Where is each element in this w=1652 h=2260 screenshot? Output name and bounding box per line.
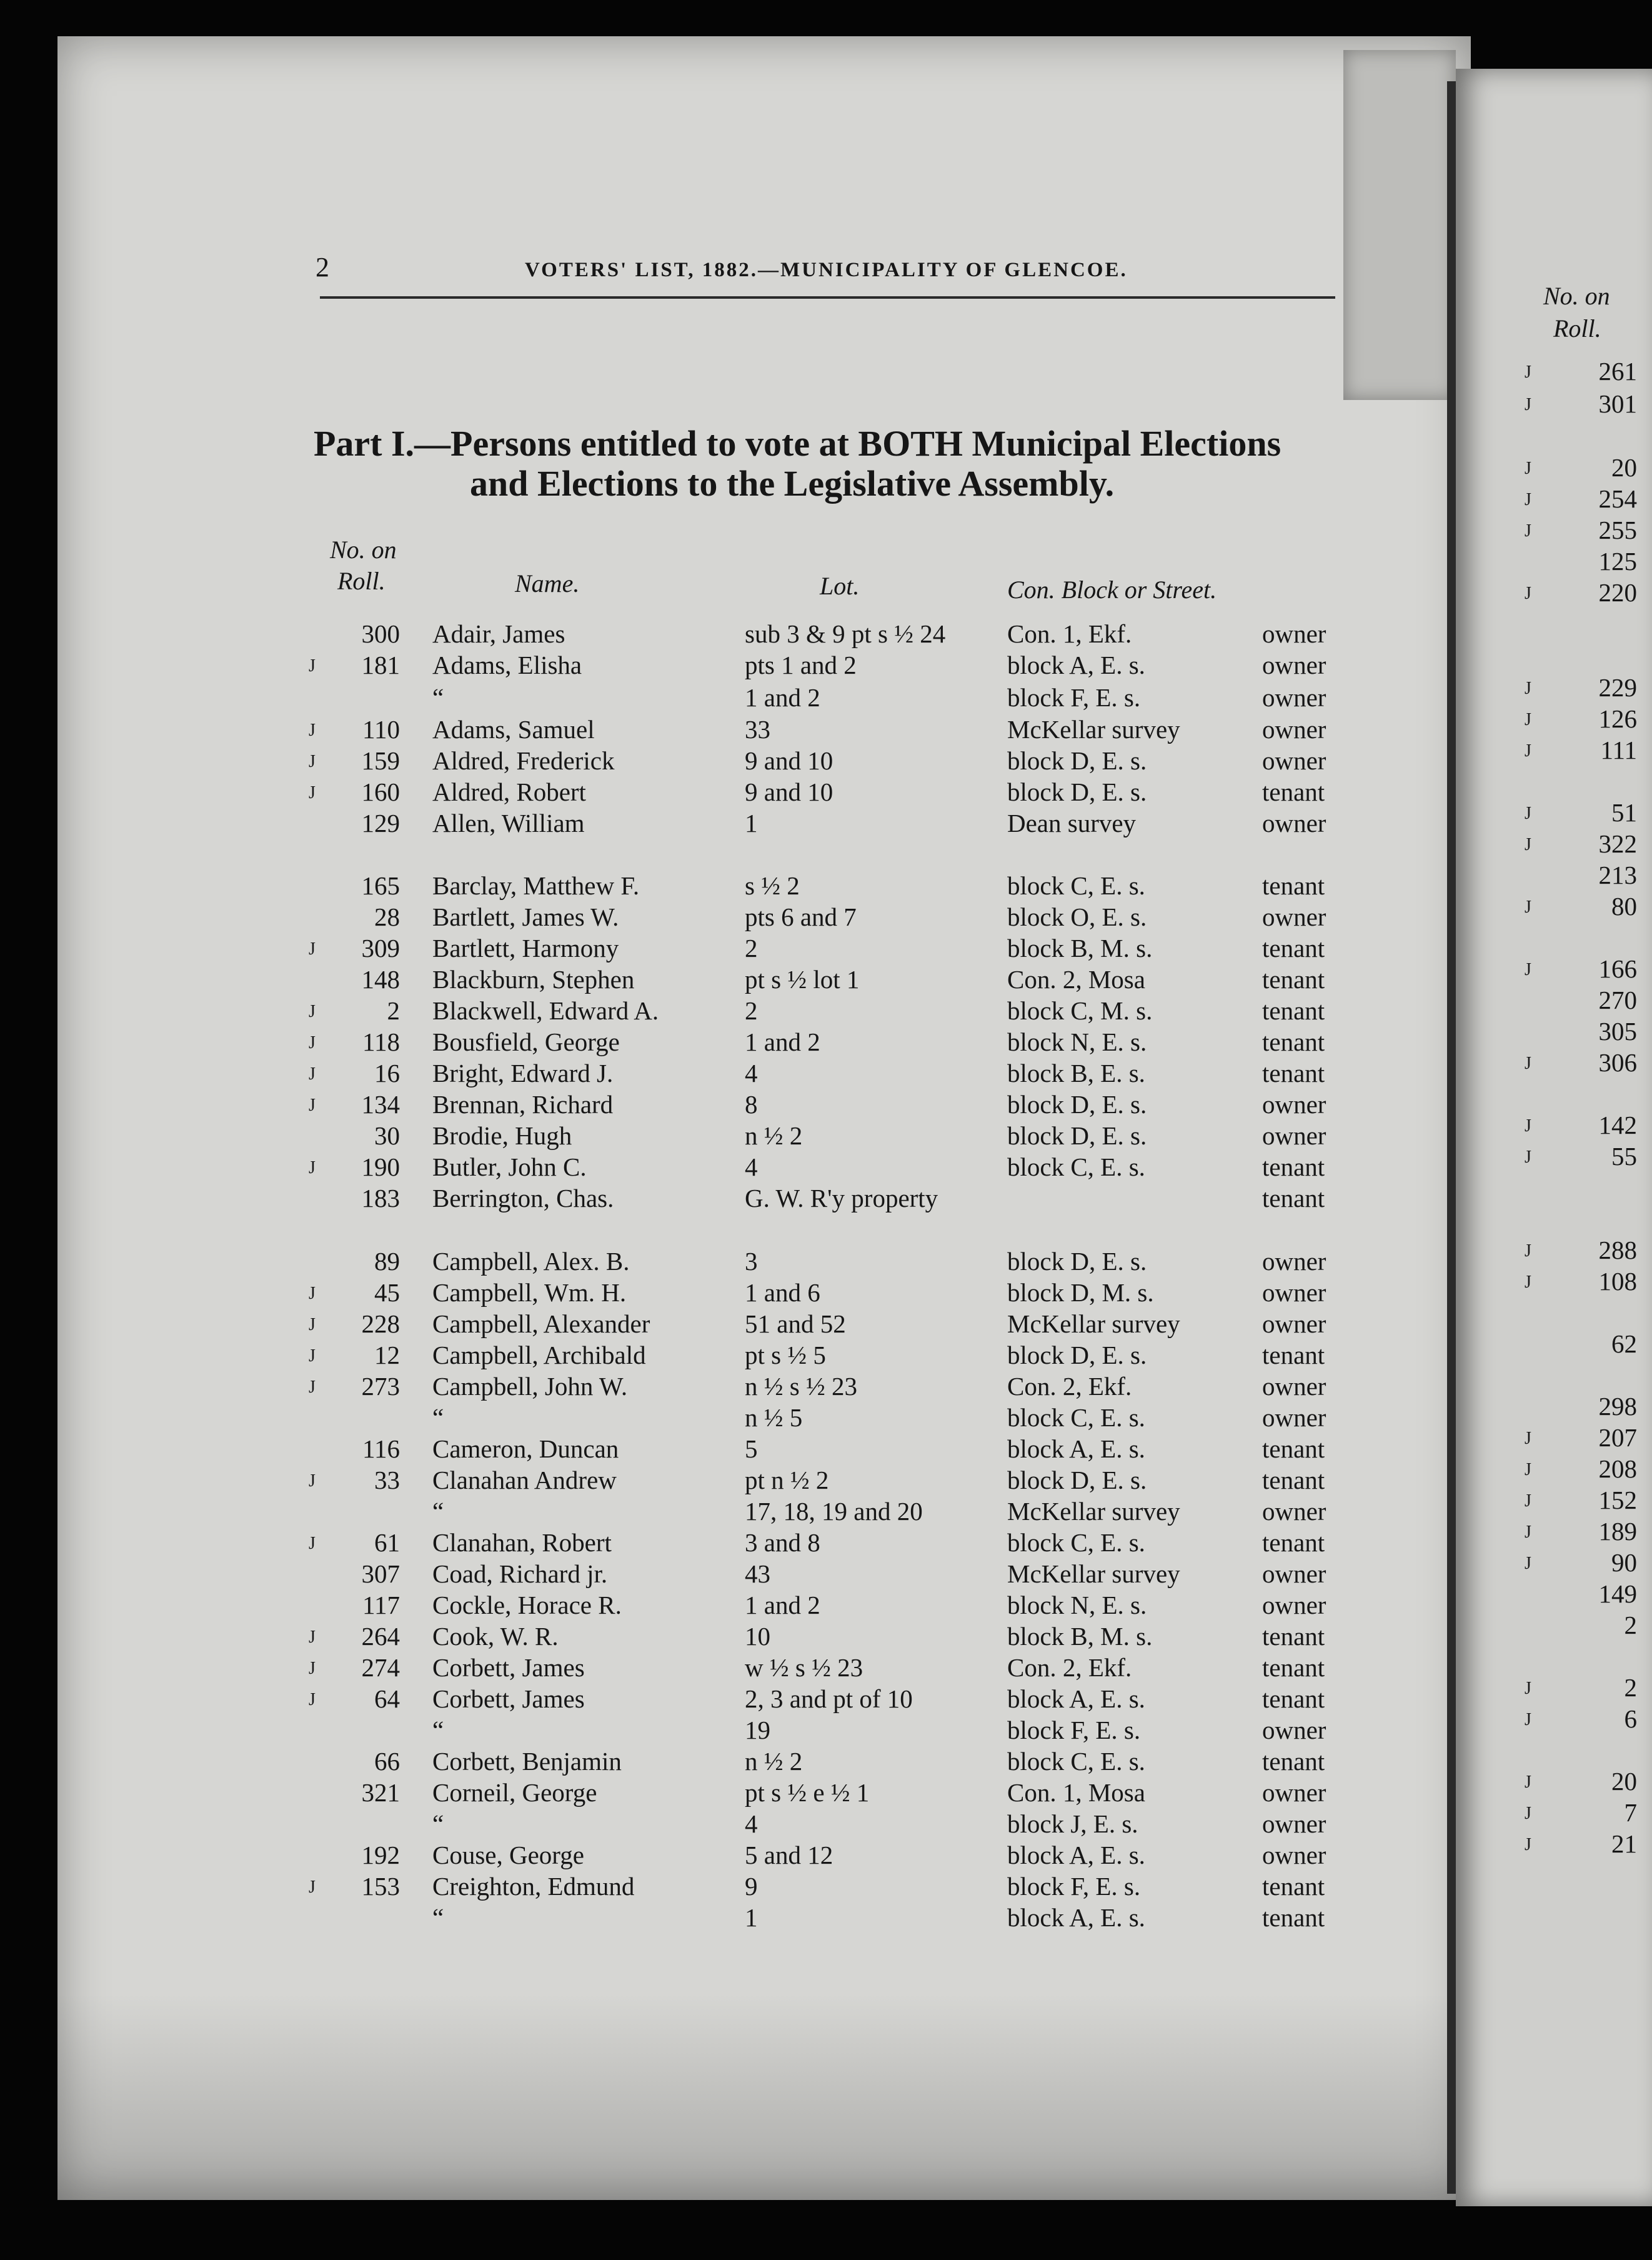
roll-number: 21 xyxy=(1611,1829,1637,1858)
voter-name: Cameron, Duncan xyxy=(432,1434,619,1463)
roll-number: 273 xyxy=(361,1372,400,1401)
column-header-con: Con. Block or Street. xyxy=(1007,576,1217,604)
book-spine xyxy=(1447,81,1456,2194)
status: owner xyxy=(1262,1121,1326,1150)
roll-marker: J xyxy=(1525,960,1531,979)
status: tenant xyxy=(1262,965,1325,994)
voter-name: Blackwell, Edward A. xyxy=(432,996,659,1025)
voter-name: Aldred, Robert xyxy=(432,778,586,806)
roll-marker: J xyxy=(1525,584,1531,603)
roll-number: 255 xyxy=(1598,516,1637,544)
roll-number: 129 xyxy=(361,809,400,838)
roll-marker: J xyxy=(1525,521,1531,541)
status: tenant xyxy=(1262,1184,1325,1212)
lot: 4 xyxy=(745,1059,758,1088)
status: owner xyxy=(1262,902,1326,931)
voter-name: Coad, Richard jr. xyxy=(432,1559,608,1588)
voter-name: Bartlett, Harmony xyxy=(432,934,619,962)
status: owner xyxy=(1262,1247,1326,1276)
roll-number: 108 xyxy=(1598,1267,1637,1296)
status: tenant xyxy=(1262,934,1325,962)
roll-number: 309 xyxy=(361,934,400,962)
lot: 2 xyxy=(745,934,758,962)
lot: 51 and 52 xyxy=(745,1309,846,1338)
voter-name: Brennan, Richard xyxy=(432,1090,614,1119)
roll-marker: J xyxy=(1525,1054,1531,1073)
roll-number: 20 xyxy=(1611,1767,1637,1796)
roll-marker: J xyxy=(309,1064,316,1084)
roll-marker: J xyxy=(309,1628,316,1647)
lot: 8 xyxy=(745,1090,758,1119)
status: owner xyxy=(1262,1497,1326,1526)
roll-number: 192 xyxy=(361,1841,400,1869)
column-header-name: Name. xyxy=(515,569,580,598)
lot: 9 xyxy=(745,1872,758,1901)
status: owner xyxy=(1262,746,1326,775)
roll-marker: J xyxy=(1525,490,1531,509)
roll-marker: J xyxy=(309,939,316,959)
status: tenant xyxy=(1262,1466,1325,1494)
voter-name: “ xyxy=(432,1497,444,1526)
lot: n ½ s ½ 23 xyxy=(745,1372,857,1401)
roll-number: 322 xyxy=(1598,829,1637,858)
roll-marker: J xyxy=(309,1096,316,1115)
roll-number: 116 xyxy=(362,1434,400,1463)
status: owner xyxy=(1262,683,1326,712)
roll-number: 208 xyxy=(1598,1454,1637,1483)
lot: 4 xyxy=(745,1809,758,1838)
voter-name: Bright, Edward J. xyxy=(432,1059,614,1088)
lot: w ½ s ½ 23 xyxy=(745,1653,863,1682)
roll-marker: J xyxy=(1525,1804,1531,1823)
con-block-street: block D, M. s. xyxy=(1007,1278,1154,1307)
con-block-street: block B, M. s. xyxy=(1007,934,1153,962)
con-block-street: block C, E. s. xyxy=(1007,1528,1145,1557)
roll-number: 90 xyxy=(1611,1548,1637,1577)
lot: 4 xyxy=(745,1152,758,1181)
con-block-street: Dean survey xyxy=(1007,809,1137,838)
con-block-street: block N, E. s. xyxy=(1007,1028,1147,1056)
roll-marker: J xyxy=(1525,710,1531,729)
roll-marker: J xyxy=(1525,1522,1531,1542)
roll-number: 12 xyxy=(374,1341,400,1369)
roll-number: 301 xyxy=(1598,389,1637,418)
roll-number: 2 xyxy=(387,996,400,1025)
con-block-street: block D, E. s. xyxy=(1007,778,1147,806)
roll-marker: J xyxy=(309,721,316,740)
roll-number: 207 xyxy=(1598,1423,1637,1452)
roll-number: 152 xyxy=(1598,1486,1637,1514)
status: tenant xyxy=(1262,1341,1325,1369)
status: tenant xyxy=(1262,1684,1325,1713)
voter-name: Corbett, James xyxy=(432,1653,585,1682)
con-block-street: block C, M. s. xyxy=(1007,996,1153,1025)
roll-number: 20 xyxy=(1611,453,1637,482)
con-block-street: block N, E. s. xyxy=(1007,1591,1147,1619)
roll-marker: J xyxy=(1525,1272,1531,1292)
con-block-street: block O, E. s. xyxy=(1007,902,1147,931)
roll-marker: J xyxy=(1525,741,1531,761)
con-block-street: Con. 2, Mosa xyxy=(1007,965,1145,994)
roll-number: 305 xyxy=(1598,1017,1637,1046)
lot: n ½ 2 xyxy=(745,1747,803,1776)
roll-number: 190 xyxy=(361,1152,400,1181)
voter-name: Campbell, Wm. H. xyxy=(432,1278,627,1307)
roll-number: 61 xyxy=(374,1528,400,1557)
roll-marker: J xyxy=(309,1378,316,1397)
status: owner xyxy=(1262,1559,1326,1588)
voter-name: Clanahan, Robert xyxy=(432,1528,612,1557)
con-block-street: Con. 2, Ekf. xyxy=(1007,1372,1132,1401)
con-block-street: block F, E. s. xyxy=(1007,683,1141,712)
status: owner xyxy=(1262,1591,1326,1619)
status: tenant xyxy=(1262,1434,1325,1463)
con-block-street: block C, E. s. xyxy=(1007,1747,1145,1776)
main-page xyxy=(57,36,1471,2200)
voter-name: Corbett, Benjamin xyxy=(432,1747,622,1776)
voter-name: Corbett, James xyxy=(432,1684,585,1713)
status: tenant xyxy=(1262,778,1325,806)
page-number: 2 xyxy=(316,252,329,282)
roll-number: 261 xyxy=(1598,357,1637,386)
status: owner xyxy=(1262,1778,1326,1807)
roll-number: 33 xyxy=(374,1466,400,1494)
voter-name: Aldred, Frederick xyxy=(432,746,615,775)
status: owner xyxy=(1262,1278,1326,1307)
roll-number: 64 xyxy=(374,1684,400,1713)
lot: 2, 3 and pt of 10 xyxy=(745,1684,913,1713)
status: tenant xyxy=(1262,1028,1325,1056)
voter-name: Clanahan Andrew xyxy=(432,1466,617,1494)
con-block-street: block C, E. s. xyxy=(1007,871,1145,900)
section-title-line2: and Elections to the Legislative Assembly. xyxy=(470,463,1115,504)
lot: 9 and 10 xyxy=(745,746,833,775)
roll-marker: J xyxy=(309,1346,316,1366)
voter-name: Adams, Elisha xyxy=(432,651,582,679)
con-block-street: block F, E. s. xyxy=(1007,1716,1141,1744)
lot: 19 xyxy=(745,1716,770,1744)
roll-number: 111 xyxy=(1600,736,1637,764)
roll-marker: J xyxy=(1525,1460,1531,1479)
facing-page xyxy=(1456,69,1652,2206)
voter-name: “ xyxy=(432,683,444,712)
voter-name: Allen, William xyxy=(432,809,585,838)
roll-marker: J xyxy=(1525,1241,1531,1261)
facing-column-header-line2: Roll. xyxy=(1553,314,1601,342)
roll-number: 274 xyxy=(361,1653,400,1682)
roll-marker: J xyxy=(1525,1491,1531,1511)
roll-number: 213 xyxy=(1598,861,1637,889)
status: owner xyxy=(1262,1372,1326,1401)
status: owner xyxy=(1262,1090,1326,1119)
roll-number: 16 xyxy=(374,1059,400,1088)
roll-marker: J xyxy=(309,1002,316,1021)
lot: 10 xyxy=(745,1622,770,1651)
roll-number: 321 xyxy=(361,1778,400,1807)
lot: pt s ½ e ½ 1 xyxy=(745,1778,870,1807)
roll-marker: J xyxy=(309,752,316,771)
roll-number: 270 xyxy=(1598,986,1637,1014)
lot: G. W. R'y property xyxy=(745,1184,938,1212)
status: owner xyxy=(1262,809,1326,838)
lot: pts 1 and 2 xyxy=(745,651,857,679)
roll-number: 307 xyxy=(361,1559,400,1588)
roll-marker: J xyxy=(1525,804,1531,823)
roll-number: 149 xyxy=(1598,1579,1637,1608)
roll-marker: J xyxy=(309,1284,316,1303)
status: owner xyxy=(1262,619,1326,648)
roll-marker: J xyxy=(309,1158,316,1178)
lot: pt s ½ lot 1 xyxy=(745,965,860,994)
roll-marker: J xyxy=(309,1033,316,1052)
roll-number: 62 xyxy=(1611,1329,1637,1358)
con-block-street: block A, E. s. xyxy=(1007,1903,1145,1932)
voter-name: “ xyxy=(432,1403,444,1432)
voter-name: Creighton, Edmund xyxy=(432,1872,635,1901)
status: tenant xyxy=(1262,1622,1325,1651)
con-block-street: block D, E. s. xyxy=(1007,1090,1147,1119)
con-block-street: block D, E. s. xyxy=(1007,1466,1147,1494)
status: owner xyxy=(1262,1716,1326,1744)
roll-marker: J xyxy=(1525,1835,1531,1854)
voter-name: Corneil, George xyxy=(432,1778,597,1807)
lot: pt s ½ 5 xyxy=(745,1341,826,1369)
roll-number: 264 xyxy=(361,1622,400,1651)
roll-marker: J xyxy=(1525,1429,1531,1448)
roll-number: 6 xyxy=(1624,1704,1637,1733)
lot: 5 and 12 xyxy=(745,1841,833,1869)
roll-marker: J xyxy=(1525,1710,1531,1729)
lot: 43 xyxy=(745,1559,770,1588)
roll-number: 160 xyxy=(361,778,400,806)
roll-marker: J xyxy=(1525,679,1531,698)
roll-marker: J xyxy=(309,1659,316,1678)
con-block-street: block A, E. s. xyxy=(1007,1841,1145,1869)
voter-name: Butler, John C. xyxy=(432,1152,587,1181)
status: tenant xyxy=(1262,996,1325,1025)
con-block-street: block A, E. s. xyxy=(1007,1434,1145,1463)
con-block-street: block C, E. s. xyxy=(1007,1152,1145,1181)
status: owner xyxy=(1262,715,1326,744)
roll-marker: J xyxy=(1525,459,1531,478)
roll-number: 300 xyxy=(361,619,400,648)
status: tenant xyxy=(1262,1528,1325,1557)
roll-marker: J xyxy=(1525,1772,1531,1792)
roll-number: 30 xyxy=(374,1121,400,1150)
roll-marker: J xyxy=(1525,1148,1531,1167)
roll-number: 51 xyxy=(1611,798,1637,827)
roll-marker: J xyxy=(309,1315,316,1334)
con-block-street: block C, E. s. xyxy=(1007,1403,1145,1432)
con-block-street: block B, M. s. xyxy=(1007,1622,1153,1651)
roll-number: 55 xyxy=(1611,1142,1637,1171)
roll-number: 125 xyxy=(1598,547,1637,576)
con-block-street: McKellar survey xyxy=(1007,1309,1180,1338)
lot: 17, 18, 19 and 20 xyxy=(745,1497,923,1526)
con-block-street: block B, E. s. xyxy=(1007,1059,1145,1088)
roll-number: 45 xyxy=(374,1278,400,1307)
roll-number: 80 xyxy=(1611,892,1637,921)
voter-name: Cook, W. R. xyxy=(432,1622,559,1651)
status: tenant xyxy=(1262,1903,1325,1932)
roll-number: 254 xyxy=(1598,484,1637,513)
lot: 1 xyxy=(745,809,758,838)
status: owner xyxy=(1262,1809,1326,1838)
roll-number: 228 xyxy=(361,1309,400,1338)
status: owner xyxy=(1262,1841,1326,1869)
lot: n ½ 5 xyxy=(745,1403,803,1432)
roll-number: 165 xyxy=(361,871,400,900)
con-block-street: block A, E. s. xyxy=(1007,651,1145,679)
facing-column-header-line1: No. on xyxy=(1543,282,1610,310)
lot: 2 xyxy=(745,996,758,1025)
con-block-street: McKellar survey xyxy=(1007,1497,1180,1526)
status: tenant xyxy=(1262,1152,1325,1181)
lot: 3 xyxy=(745,1247,758,1276)
status: tenant xyxy=(1262,1059,1325,1088)
voter-name: Campbell, Alex. B. xyxy=(432,1247,630,1276)
roll-number: 110 xyxy=(362,715,400,744)
lot: 33 xyxy=(745,715,770,744)
con-block-street: Con. 2, Ekf. xyxy=(1007,1653,1132,1682)
roll-number: 298 xyxy=(1598,1392,1637,1421)
roll-marker: J xyxy=(1525,835,1531,854)
status: owner xyxy=(1262,1403,1326,1432)
section-title-line1: Part I.—Persons entitled to vote at BOTH Municipal Elections xyxy=(314,423,1281,464)
voter-name: Bartlett, James W. xyxy=(432,902,619,931)
con-block-street: McKellar survey xyxy=(1007,715,1180,744)
roll-number: 2 xyxy=(1624,1673,1637,1702)
con-block-street: block A, E. s. xyxy=(1007,1684,1145,1713)
roll-marker: J xyxy=(309,656,316,676)
roll-number: 7 xyxy=(1624,1798,1637,1827)
status: owner xyxy=(1262,651,1326,679)
voter-name: Campbell, Archibald xyxy=(432,1341,646,1369)
roll-number: 229 xyxy=(1598,673,1637,702)
roll-marker: J xyxy=(309,1690,316,1709)
con-block-street: block J, E. s. xyxy=(1007,1809,1138,1838)
voter-name: Couse, George xyxy=(432,1841,584,1869)
roll-number: 153 xyxy=(361,1872,400,1901)
voter-name: “ xyxy=(432,1903,444,1932)
voter-name: “ xyxy=(432,1716,444,1744)
roll-marker: J xyxy=(1525,898,1531,917)
lot: 9 and 10 xyxy=(745,778,833,806)
roll-number: 89 xyxy=(374,1247,400,1276)
voter-name: Brodie, Hugh xyxy=(432,1121,572,1150)
con-block-street: Con. 1, Mosa xyxy=(1007,1778,1145,1807)
con-block-street: block F, E. s. xyxy=(1007,1872,1141,1901)
roll-number: 126 xyxy=(1598,704,1637,733)
roll-marker: J xyxy=(1525,1679,1531,1698)
column-header-no-line1: No. on xyxy=(330,536,397,564)
con-block-street: block D, E. s. xyxy=(1007,1247,1147,1276)
roll-marker: J xyxy=(309,783,316,802)
lot: 1 and 6 xyxy=(745,1278,820,1307)
voter-name: Adair, James xyxy=(432,619,565,648)
roll-number: 2 xyxy=(1624,1611,1637,1639)
lot: sub 3 & 9 pt s ½ 24 xyxy=(745,619,946,648)
lot: n ½ 2 xyxy=(745,1121,803,1150)
roll-number: 28 xyxy=(374,902,400,931)
roll-marker: J xyxy=(1525,1554,1531,1573)
con-block-street: block D, E. s. xyxy=(1007,746,1147,775)
lot: pt n ½ 2 xyxy=(745,1466,829,1494)
status: tenant xyxy=(1262,1872,1325,1901)
lot: 3 and 8 xyxy=(745,1528,820,1557)
roll-number: 66 xyxy=(374,1747,400,1776)
voter-name: Berrington, Chas. xyxy=(432,1184,614,1212)
roll-marker: J xyxy=(1525,362,1531,382)
voter-name: Cockle, Horace R. xyxy=(432,1591,622,1619)
voter-name: Blackburn, Stephen xyxy=(432,965,635,994)
header-rule xyxy=(320,296,1335,299)
voter-name: Adams, Samuel xyxy=(432,715,595,744)
voter-name: Barclay, Matthew F. xyxy=(432,871,640,900)
roll-marker: J xyxy=(1525,395,1531,414)
roll-number: 183 xyxy=(361,1184,400,1212)
roll-marker: J xyxy=(309,1878,316,1897)
running-header: VOTERS' LIST, 1882.—MUNICIPALITY OF GLENCOE. xyxy=(525,259,1128,281)
roll-marker: J xyxy=(309,1534,316,1553)
roll-number: 189 xyxy=(1598,1517,1637,1546)
roll-number: 159 xyxy=(361,746,400,775)
voter-name: Campbell, Alexander xyxy=(432,1309,650,1338)
lot: 1 and 2 xyxy=(745,1591,820,1619)
roll-number: 134 xyxy=(361,1090,400,1119)
roll-number: 181 xyxy=(361,651,400,679)
roll-number: 117 xyxy=(362,1591,400,1619)
con-block-street: block D, E. s. xyxy=(1007,1341,1147,1369)
status: tenant xyxy=(1262,1653,1325,1682)
con-block-street: Con. 1, Ekf. xyxy=(1007,619,1132,648)
roll-number: 306 xyxy=(1598,1048,1637,1077)
roll-marker: J xyxy=(1525,1116,1531,1136)
lot: 1 and 2 xyxy=(745,1028,820,1056)
page-fold xyxy=(1343,50,1456,400)
roll-number: 166 xyxy=(1598,954,1637,983)
lot: 5 xyxy=(745,1434,758,1463)
roll-number: 118 xyxy=(362,1028,400,1056)
con-block-street: block D, E. s. xyxy=(1007,1121,1147,1150)
roll-number: 148 xyxy=(361,965,400,994)
status: tenant xyxy=(1262,871,1325,900)
status: owner xyxy=(1262,1309,1326,1338)
column-header-no-line2: Roll. xyxy=(337,567,386,595)
column-header-lot: Lot. xyxy=(820,572,860,600)
con-block-street: McKellar survey xyxy=(1007,1559,1180,1588)
roll-marker: J xyxy=(309,1471,316,1491)
lot: 1 xyxy=(745,1903,758,1932)
roll-number: 220 xyxy=(1598,578,1637,607)
roll-number: 288 xyxy=(1598,1236,1637,1264)
lot: 1 and 2 xyxy=(745,683,820,712)
lot: pts 6 and 7 xyxy=(745,902,857,931)
status: tenant xyxy=(1262,1747,1325,1776)
voter-name: Bousfield, George xyxy=(432,1028,620,1056)
voter-name: “ xyxy=(432,1809,444,1838)
roll-number: 142 xyxy=(1598,1111,1637,1139)
voter-name: Campbell, John W. xyxy=(432,1372,628,1401)
lot: s ½ 2 xyxy=(745,871,800,900)
